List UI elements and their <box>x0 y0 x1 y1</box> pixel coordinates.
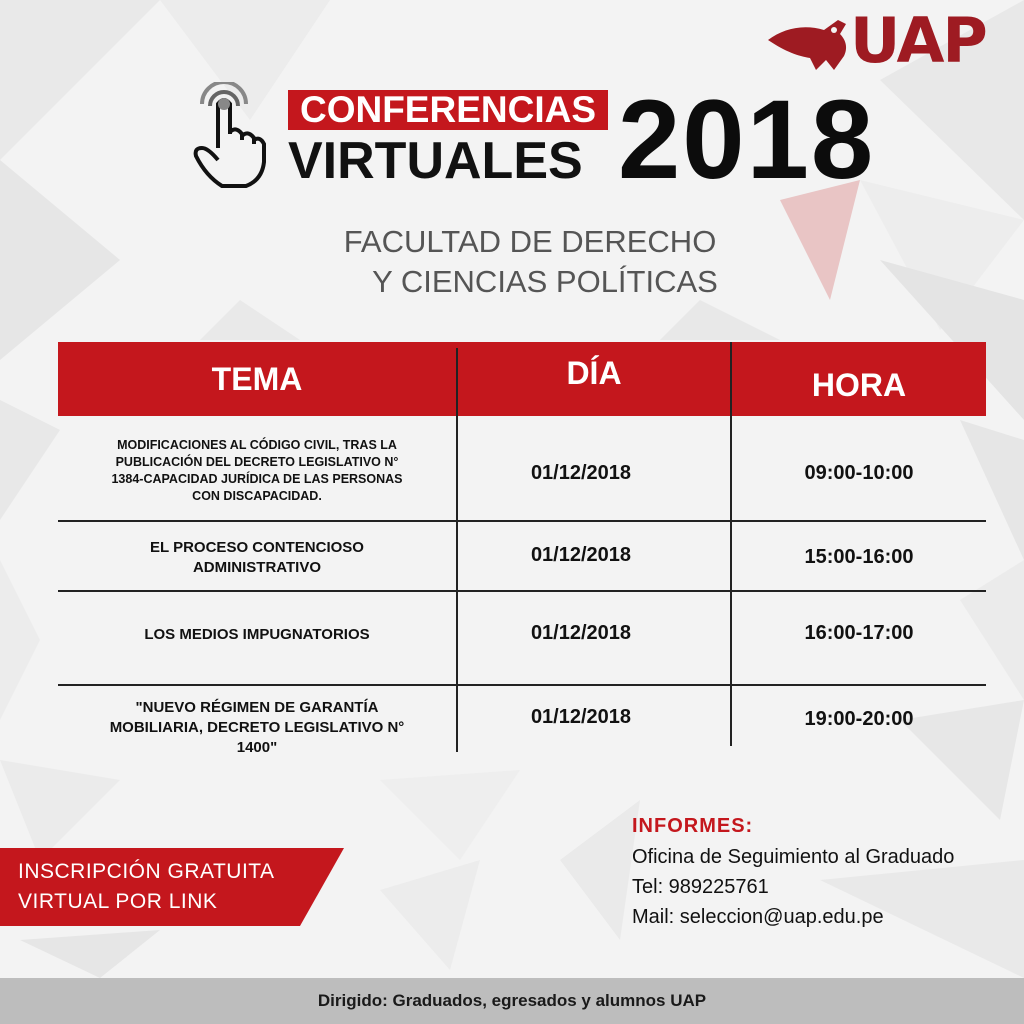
info-mail: Mail: seleccion@uap.edu.pe <box>632 906 884 928</box>
row-divider <box>58 684 986 686</box>
table-row-topic: MODIFICACIONES AL CÓDIGO CIVIL, TRAS LA PUBLICACIÓN DEL DECRETO LEGISLATIVO N° 1384-CAPACIDAD JURÍDICA DE LAS PERSONAS CON DISCAPACIDAD. <box>111 438 403 503</box>
table-header <box>58 342 986 416</box>
table-row-day: 01/12/2018 <box>530 544 632 566</box>
table-row-topic: EL PROCESO CONTENCIOSO ADMINISTRATIVO <box>150 539 364 576</box>
uap-logo-text: UAP <box>850 4 986 77</box>
faculty-name <box>290 222 770 302</box>
header-time: HORA <box>811 367 907 403</box>
table-row-topic: "NUEVO RÉGIMEN DE GARANTÍA MOBILIARIA, DECRETO LEGISLATIVO N° 1400" <box>109 699 405 756</box>
title-year: 2018 <box>618 77 876 202</box>
table-row-topic: LOS MEDIOS IMPUGNATORIOS <box>144 626 370 643</box>
table-row-time: 09:00-10:00 <box>804 462 914 484</box>
table-row-day: 01/12/2018 <box>530 622 632 644</box>
table-row-day: 01/12/2018 <box>530 706 632 728</box>
table-row-time: 16:00-17:00 <box>804 622 914 644</box>
schedule-table <box>58 342 986 762</box>
faculty-line1: FACULTAD DE DERECHO <box>343 224 717 259</box>
table-row-time: 15:00-16:00 <box>804 546 914 568</box>
info-office: Oficina de Seguimiento al Graduado <box>632 846 955 868</box>
table-row-day: 01/12/2018 <box>530 462 632 484</box>
footer-audience: Dirigido: Graduados, egresados y alumnos UAP <box>0 978 1024 1024</box>
registration-line2: VIRTUAL POR LINK <box>18 890 218 913</box>
row-divider <box>58 520 986 522</box>
table-row-time: 19:00-20:00 <box>804 708 914 730</box>
registration-line1: INSCRIPCIÓN GRATUITA <box>18 860 275 883</box>
title-line1: CONFERENCIAS <box>299 89 597 130</box>
touch-hand-icon <box>186 82 276 190</box>
title-line2: VIRTUALES <box>288 132 583 190</box>
header-day: DÍA <box>566 355 622 391</box>
faculty-line2: Y CIENCIAS POLÍTICAS <box>372 264 718 299</box>
info-phone: Tel: 989225761 <box>632 876 769 898</box>
row-divider <box>58 590 986 592</box>
informes-title: INFORMES: <box>632 815 754 837</box>
header-topic: TEMA <box>211 361 303 397</box>
